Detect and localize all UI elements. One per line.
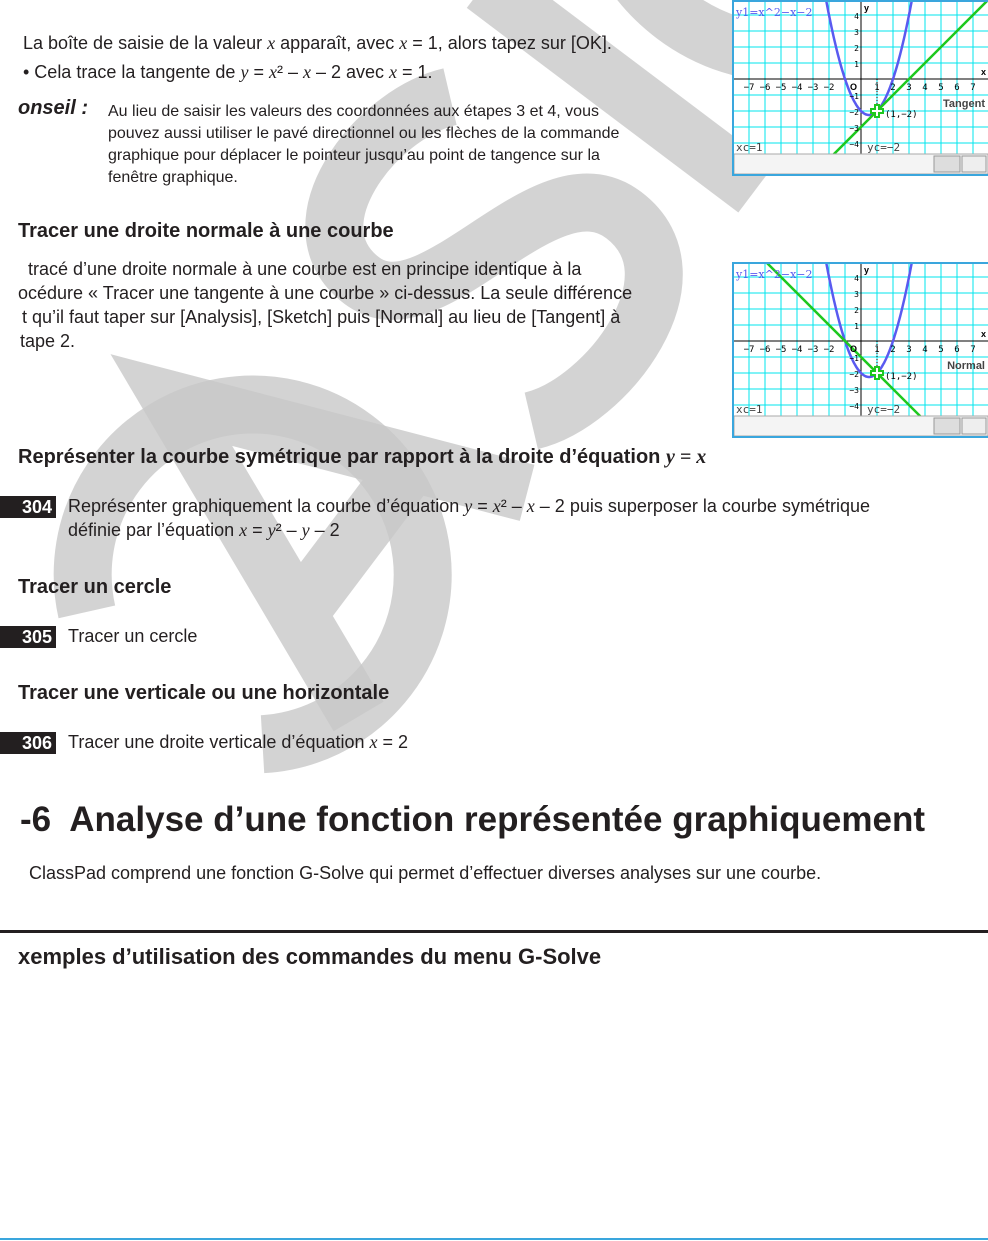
yc-readout: yc=−2 (867, 403, 901, 416)
graph-normal[interactable] (732, 262, 988, 438)
section-title-gsolve: xemples d’utilisation des commandes du menu G-Solve (18, 944, 602, 969)
y-tick-label: 3 (854, 28, 859, 37)
mode-label: Normal (947, 360, 985, 372)
x-tick-label: −4 (791, 345, 803, 355)
example-305-text: Tracer un cercle (68, 626, 198, 646)
x-tick-label: 6 (954, 83, 960, 93)
example-306-text: Tracer une droite verticale d’équation x = 2 (68, 732, 409, 752)
chapter-heading: -6 Analyse d’une fonction représentée graphiquement (20, 800, 926, 839)
section-title-vertical: Tracer une verticale ou une horizontale (18, 682, 390, 704)
paste-icon (962, 156, 986, 172)
y-tick-label: 1 (854, 322, 859, 331)
x-tick-label: 2 (890, 345, 896, 355)
origin-label: O (850, 344, 858, 354)
x-tick-label: 5 (938, 345, 944, 355)
x-tick-label: −6 (759, 345, 771, 355)
graph-tangent[interactable] (732, 0, 988, 176)
y-tick-label: −4 (849, 140, 859, 149)
x-tick-label: 4 (922, 83, 928, 93)
yc-readout: yc=−2 (867, 141, 901, 154)
y-tick-label: 3 (854, 290, 859, 299)
x-tick-label: 6 (954, 345, 960, 355)
point-label: (1,−2) (885, 372, 918, 382)
x-tick-label: 4 (922, 345, 928, 355)
y-tick-label: 4 (854, 274, 859, 283)
y-axis-label: y (864, 265, 870, 275)
x-tick-label: −2 (823, 345, 835, 355)
x-tick-label: −3 (807, 345, 819, 355)
normal-text: tracé d’une droite normale à une courbe est en principe identique à la océdure « Tracer une tangente à une courbe » ci-dessus. La seule différence t qu’il faut taper sur [Analysis], [Sketch] puis [Normal] au lieu de [Tangent] à tape 2. (18, 259, 633, 351)
tip-label: onseil : (18, 97, 89, 119)
x-tick-label: −4 (791, 83, 803, 93)
section-divider (0, 930, 988, 933)
x-tick-label: 3 (906, 345, 912, 355)
x-axis-label: x (981, 67, 987, 77)
example-number-306: 306 (0, 732, 56, 754)
y-tick-label: −1 (849, 354, 859, 363)
y-axis-label: y (864, 3, 870, 13)
origin-label: O (850, 82, 858, 92)
x-tick-label: −7 (743, 83, 755, 93)
point-label: (1,−2) (885, 110, 918, 120)
y-tick-label: −3 (849, 386, 859, 395)
x-tick-label: −5 (775, 83, 787, 93)
x-tick-label: −7 (743, 345, 755, 355)
x-tick-label: 1 (874, 345, 880, 355)
parabola-curve (824, 264, 914, 377)
x-tick-label: −6 (759, 83, 771, 93)
y-tick-label: 4 (854, 12, 859, 21)
function-label: y1=x^2−x−2 (736, 268, 813, 281)
y-tick-label: 2 (854, 306, 859, 315)
x-axis-label: x (981, 329, 987, 339)
y-tick-label: −1 (849, 92, 859, 101)
intro-line-2: • Cela trace la tangente de y = x² – x – 2 avec x = 1. (23, 62, 433, 82)
y-tick-label: −2 (849, 370, 859, 379)
watermark-letter-c (39, 336, 491, 780)
x-tick-label: −2 (823, 83, 835, 93)
section-title-normal: Tracer une droite normale à une courbe (18, 220, 394, 242)
xc-readout: xc=1 (736, 403, 763, 416)
y-tick-label: −3 (849, 124, 859, 133)
x-tick-label: −5 (775, 345, 787, 355)
y-tick-label: 2 (854, 44, 859, 53)
y-tick-label: −4 (849, 402, 859, 411)
x-tick-label: 3 (906, 83, 912, 93)
x-tick-label: 7 (970, 83, 976, 93)
x-tick-label: 5 (938, 83, 944, 93)
copy-icon (934, 418, 960, 434)
mode-label: Tangent (943, 98, 985, 110)
copy-icon (934, 156, 960, 172)
y-tick-label: 1 (854, 60, 859, 69)
section-title-circle: Tracer un cercle (18, 576, 172, 598)
example-number-304: 304 (0, 496, 56, 518)
example-number-305: 305 (0, 626, 56, 648)
x-tick-label: 1 (874, 83, 880, 93)
example-304-text: Représenter graphiquement la courbe d’équation y = x² – x – 2 puis superposer la courbe symétrique définie par l’équation x = y² – y – 2 (68, 496, 870, 540)
tip-text: Au lieu de saisir les valeurs des coordonnées aux étapes 3 et 4, vous pouvez aussi utiliser le pavé directionnel ou les flèches de la commande graphique pour déplacer le pointeur jusqu’au point de tangence sur la fenêtre graphique. (108, 103, 620, 186)
x-tick-label: 7 (970, 345, 976, 355)
xc-readout: xc=1 (736, 141, 763, 154)
x-tick-label: −3 (807, 83, 819, 93)
footer-rule (0, 1238, 988, 1240)
chapter-description: ClassPad comprend une fonction G-Solve qui permet d’effectuer diverses analyses sur une courbe. (29, 863, 822, 883)
paste-icon (962, 418, 986, 434)
function-label: y1=x^2−x−2 (736, 6, 813, 19)
parabola-curve (824, 2, 914, 115)
section-title-symmetric: Représenter la courbe symétrique par rapport à la droite d’équation y = x (18, 446, 707, 468)
intro-line-1: La boîte de saisie de la valeur x apparaît, avec x = 1, alors tapez sur [OK]. (23, 33, 612, 53)
x-tick-label: 2 (890, 83, 896, 93)
y-tick-label: −2 (849, 108, 859, 117)
